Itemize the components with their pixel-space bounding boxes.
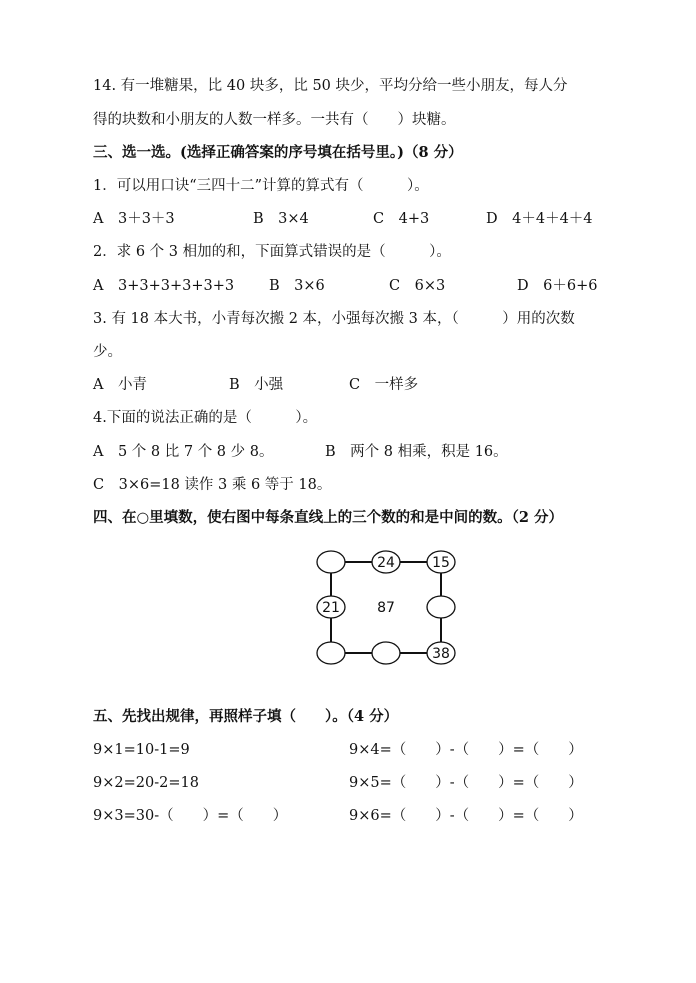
s3-q2-option-a: A 3+3+3+3+3+3 [93,278,235,294]
s3-q2-option-c: C 6×3 [389,278,446,294]
s3-q2-option-d: D 6＋6+6 [517,278,598,294]
s3-q1-stem: 1．可以用口诀“三四十二”计算的算式有（ ）。 [93,178,429,194]
s3-q4-stem: 4.下面的说法正确的是（ ）。 [93,410,318,426]
s3-q2-option-b: B 3×6 [269,278,325,294]
q14-line-1: 14. 有一堆糖果，比 40 块多，比 50 块少，平均分给一些小朋友，每人分 [93,78,568,94]
circle-middle-right[interactable] [427,596,455,618]
s3-q4-option-c: C 3×6=18 读作 3 乘 6 等于 18。 [93,477,332,493]
circle-bottom-left[interactable] [317,642,345,664]
q14-line-2: 得的块数和小朋友的人数一样多。一共有（ ）块糖。 [93,112,456,128]
number-square-puzzle [312,545,476,671]
section3-heading: 三、选一选。(选择正确答案的序号填在括号里。)（8 分） [93,144,463,161]
s3-q4-option-a: A 5 个 8 比 7 个 8 少 8。 [93,444,274,460]
circle-bottom-middle[interactable] [372,642,400,664]
s5-right-equation-2: 9×5=（ ）-（ ）=（ ） [349,775,583,791]
value-bottom-right: 38 [432,646,450,662]
s3-q3-stem-line-2: 少。 [93,344,122,360]
value-center: 87 [377,600,395,616]
s3-q3-option-c: C 一样多 [349,377,419,393]
s5-right-equation-1: 9×4=（ ）-（ ）=（ ） [349,742,583,758]
s3-q3-option-a: A 小青 [93,377,147,393]
s3-q1-option-d: D 4＋4＋4＋4 [486,211,593,227]
s5-left-equation-1: 9×1=10-1=9 [93,742,190,758]
s3-q4-option-b: B 两个 8 相乘，积是 16。 [325,444,508,460]
value-top-right: 15 [432,555,450,571]
s3-q1-option-a: A 3＋3＋3 [93,211,175,227]
s3-q1-option-b: B 3×4 [253,211,309,227]
s3-q3-stem-line-1: 3. 有 18 本大书，小青每次搬 2 本，小强每次搬 3 本，（ ）用的次数 [93,311,575,327]
circle-top-left[interactable] [317,551,345,573]
s3-q2-stem: 2．求 6 个 3 相加的和，下面算式错误的是（ ）。 [93,244,451,260]
s3-q1-option-c: C 4+3 [373,211,430,227]
section5-heading: 五、先找出规律，再照样子填（ ）。（4 分） [93,708,399,725]
s5-left-equation-3: 9×3=30-（ ）=（ ） [93,808,288,824]
s5-right-equation-3: 9×6=（ ）-（ ）=（ ） [349,808,583,824]
value-top-middle: 24 [377,555,395,571]
s5-left-equation-2: 9×2=20-2=18 [93,775,199,791]
section4-heading: 四、在○里填数，使右图中每条直线上的三个数的和是中间的数。（2 分） [93,509,564,526]
value-middle-left: 21 [322,600,340,616]
s3-q3-option-b: B 小强 [229,377,284,393]
